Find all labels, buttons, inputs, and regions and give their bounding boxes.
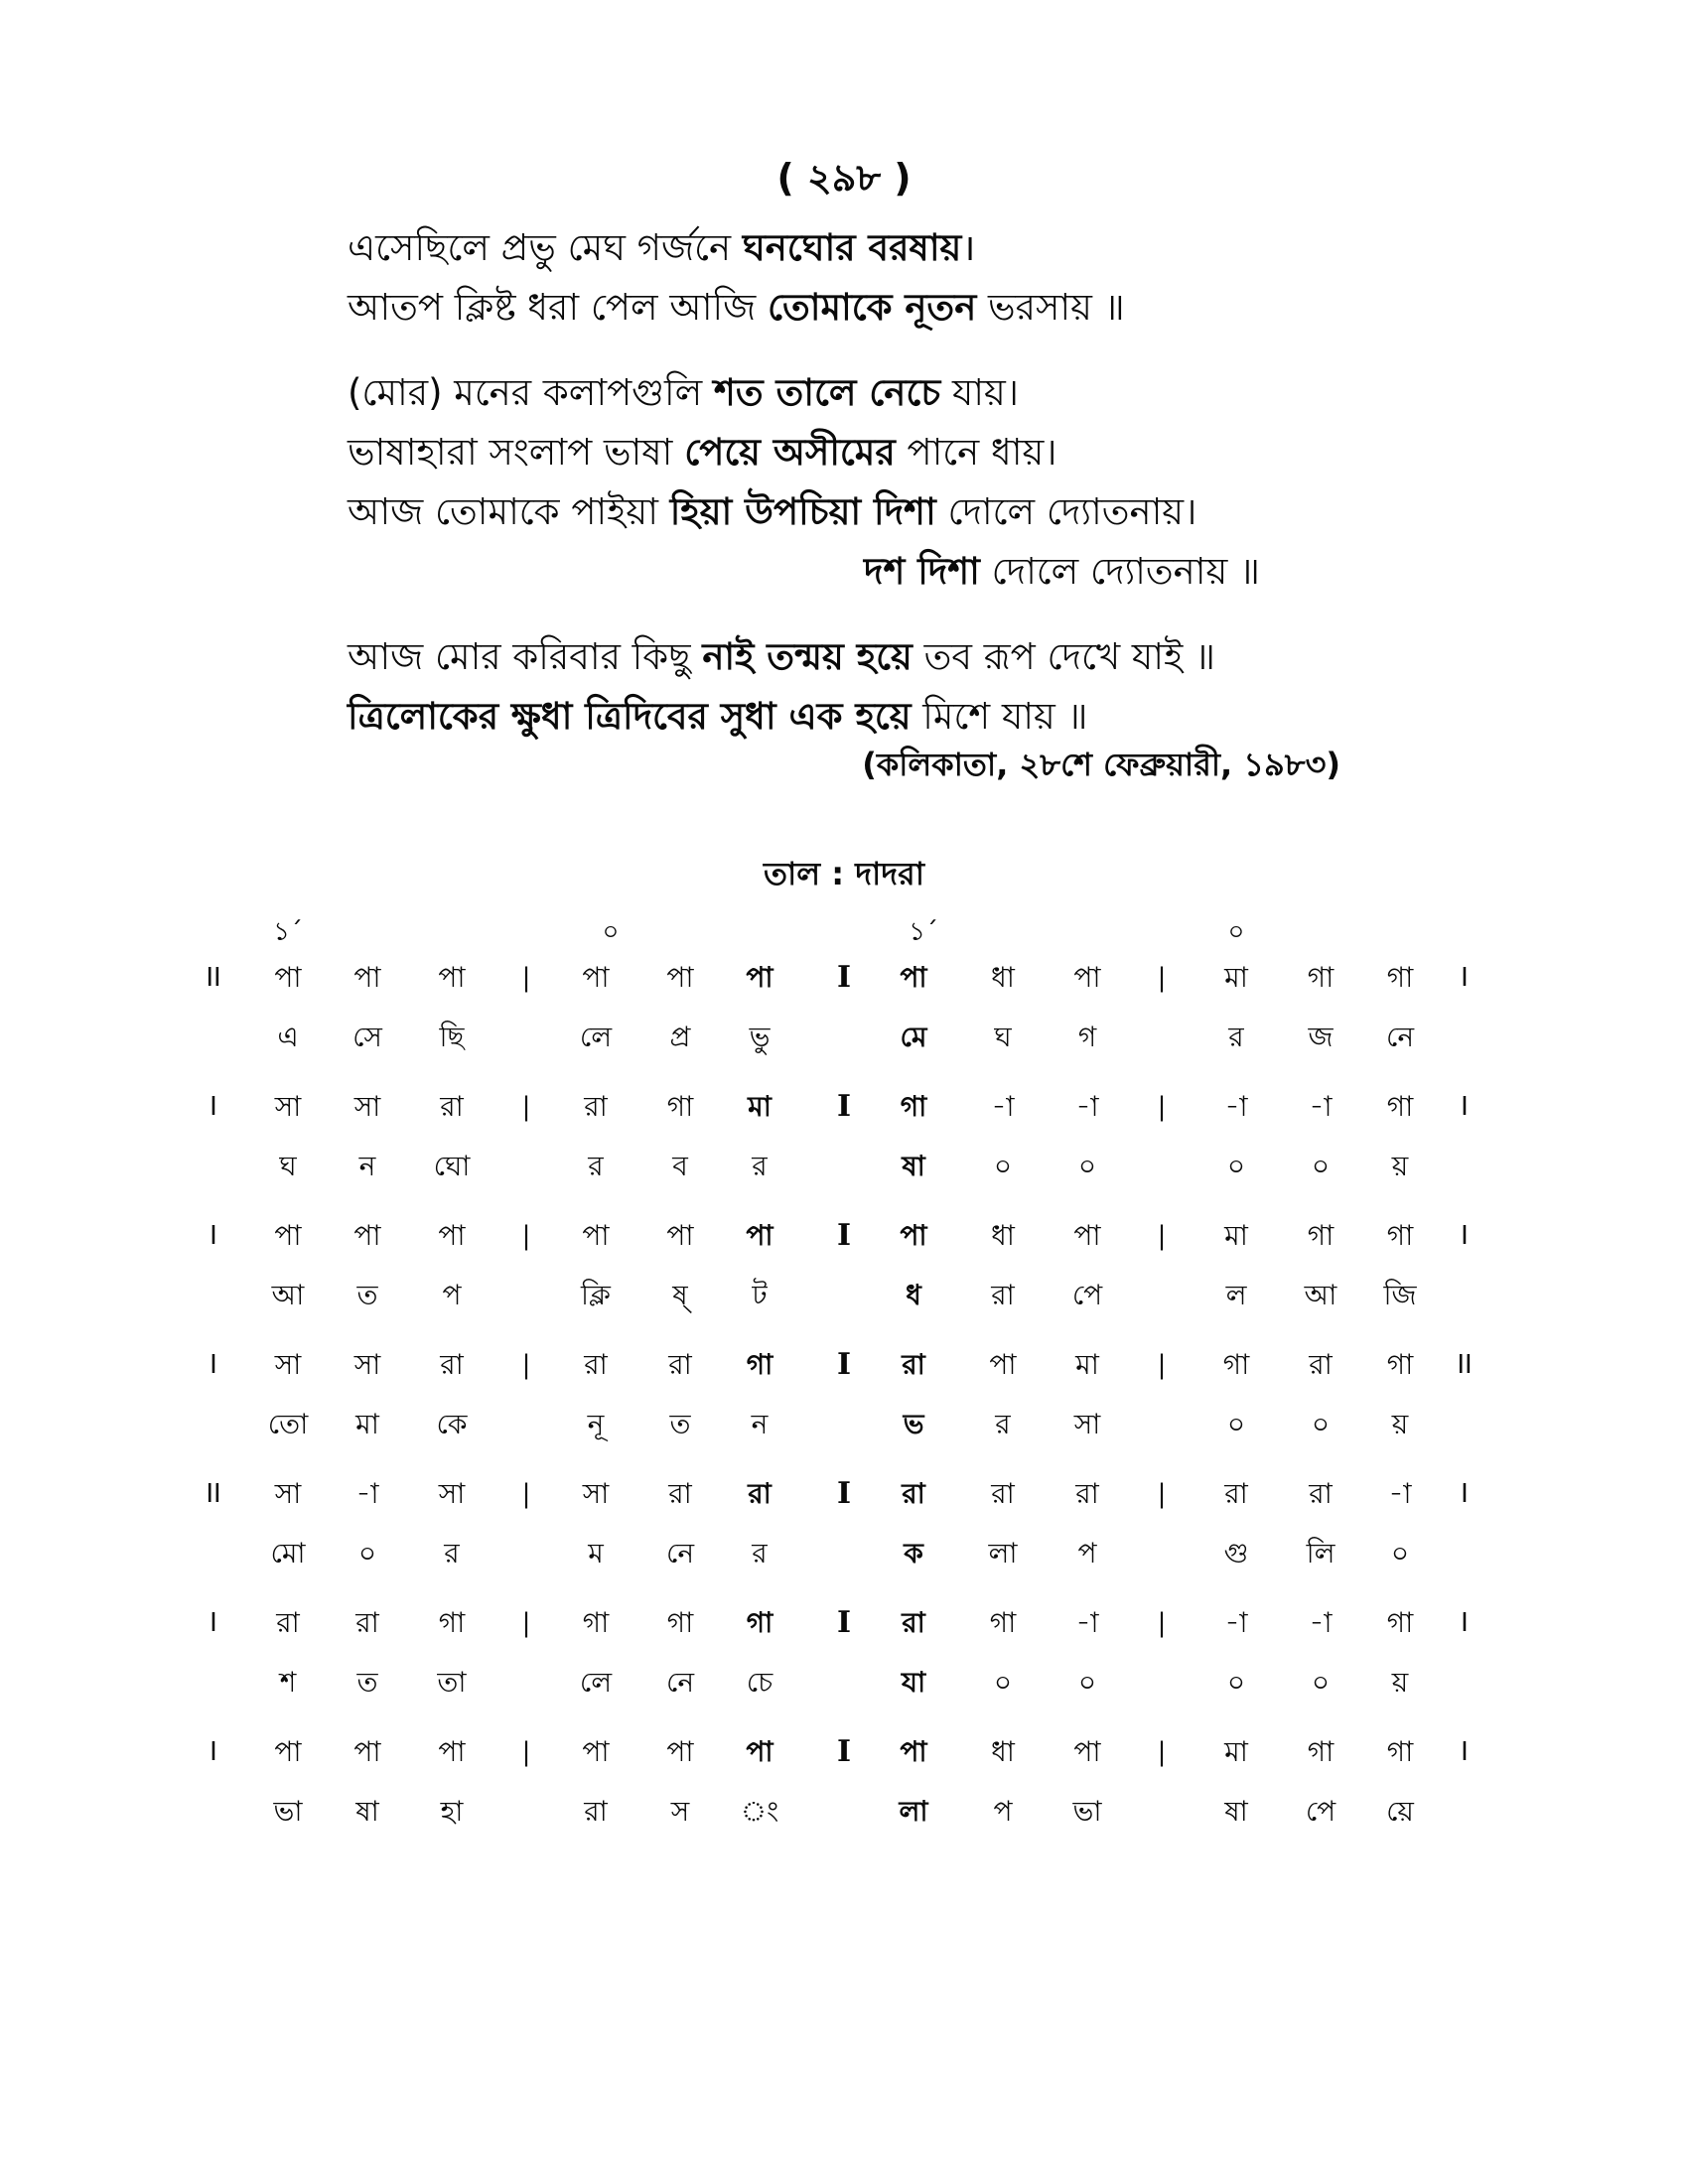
note-cell: সা	[274, 1348, 302, 1381]
lyric-cell: মে	[900, 1021, 927, 1053]
bar-line-close: I	[1461, 1608, 1469, 1638]
lyric-cell: ০	[1311, 1150, 1331, 1182]
bar-line: |	[1157, 1092, 1167, 1122]
note-cell: রা	[1309, 1477, 1333, 1510]
bar-line: |	[521, 963, 531, 993]
beat-mark: ১´	[909, 917, 938, 947]
lyric-cell: সা	[1073, 1408, 1101, 1440]
bar-line-open: I	[210, 1350, 217, 1380]
lyric-cell: ০	[1311, 1666, 1331, 1699]
beat-mark: ০	[1227, 917, 1245, 947]
bar-line-major: I	[836, 1605, 852, 1640]
poem-text-segment: আজ তোমাকে পাইয়া	[348, 490, 670, 533]
lyric-cell: র	[1228, 1021, 1244, 1053]
dateline: (কলিকাতা, ২৮শে ফেব্রুয়ারী, ১৯৮৩)	[862, 746, 1340, 783]
note-cell: গা	[438, 1606, 466, 1639]
lyric-cell: ঘো	[433, 1150, 471, 1182]
lyric-cell: ন	[751, 1408, 769, 1440]
note-cell: পা	[353, 1219, 381, 1252]
note-cell: রা	[668, 1348, 692, 1381]
note-cell: গা	[989, 1606, 1017, 1639]
note-cell: রা	[1075, 1477, 1099, 1510]
note-cell: পা	[1073, 961, 1101, 994]
lyric-cell: ল	[1225, 1279, 1247, 1311]
note-cell: মা	[748, 1090, 772, 1123]
lyric-cell: লি	[1306, 1537, 1336, 1570]
bar-line-open: I	[210, 1737, 217, 1767]
bar-line: |	[521, 1092, 531, 1122]
note-cell: পা	[582, 1219, 610, 1252]
lyric-cell: ঘ	[994, 1021, 1012, 1053]
bar-line-close: I	[1461, 963, 1469, 993]
bar-line: |	[521, 1350, 531, 1380]
lyric-cell: পে	[1071, 1279, 1103, 1311]
lyric-cell: লে	[579, 1666, 613, 1699]
poem-text-segment: দশ দিশা	[864, 550, 980, 593]
bar-line-open: I	[210, 1608, 217, 1638]
lyric-cell: গু	[1223, 1537, 1249, 1570]
note-cell: রা	[1224, 1477, 1248, 1510]
bar-line-close: II	[1457, 1350, 1473, 1380]
lyric-cell: র	[752, 1150, 768, 1182]
note-cell: রা	[584, 1348, 608, 1381]
lyric-cell: নে	[1385, 1021, 1415, 1053]
poem-text-segment: এসেছিলে প্রভু মেঘ গর্জনে	[348, 226, 743, 269]
note-cell: পা	[1073, 1219, 1101, 1252]
note-cell: -া	[1224, 1606, 1248, 1639]
lyric-cell: জি	[1383, 1279, 1417, 1311]
note-cell: পা	[746, 1219, 774, 1252]
lyric-cell: য়	[1391, 1150, 1409, 1182]
lyric-cell: ০	[1226, 1666, 1246, 1699]
beat-mark: ১´	[273, 917, 303, 947]
beat-mark: ০	[602, 917, 620, 947]
poem-text-segment: দোলে দ্যোতনায়।	[935, 490, 1197, 533]
lyric-cell: পে	[1305, 1795, 1336, 1828]
lyric-cell: ক্লি	[581, 1279, 611, 1311]
note-cell: গা	[1307, 1735, 1335, 1768]
note-cell: রা	[902, 1348, 925, 1381]
lyric-cell: র	[588, 1150, 604, 1182]
note-cell: রা	[355, 1606, 379, 1639]
lyric-cell: ঘ	[279, 1150, 297, 1182]
note-cell: গা	[746, 1348, 774, 1381]
bar-line-major: I	[836, 1347, 852, 1382]
lyric-cell: লে	[579, 1021, 613, 1053]
lyric-cell: তো	[267, 1408, 309, 1440]
poem-text-segment: আজ মোর করিবার কিছু	[348, 635, 703, 678]
poem-text-segment: দোলে দ্যোতনায় ॥	[979, 550, 1260, 593]
bar-line-close: I	[1461, 1092, 1469, 1122]
poem-text-segment: ঘনঘোর বরষায়	[742, 226, 962, 269]
lyric-cell: নে	[665, 1666, 695, 1699]
poem-text-segment: ভরসায় ॥	[976, 286, 1125, 329]
note-cell: রা	[991, 1477, 1015, 1510]
note-cell: পা	[353, 961, 381, 994]
lyric-cell: ০	[1077, 1666, 1097, 1699]
bar-line: |	[521, 1221, 531, 1251]
lyric-cell: ছি	[439, 1021, 465, 1053]
poem-text-segment: ভাষাহারা সংলাপ ভাষা	[348, 431, 685, 474]
note-cell: গা	[1386, 1735, 1414, 1768]
note-cell: -া	[1309, 1606, 1333, 1639]
lyric-cell: ০	[993, 1150, 1013, 1182]
lyric-cell: ভা	[273, 1795, 303, 1828]
bar-line: |	[521, 1608, 531, 1638]
lyric-cell: ধ	[906, 1279, 921, 1311]
note-cell: পা	[746, 961, 774, 994]
poem-text-segment: পেয়ে অসীমের	[684, 431, 896, 474]
bar-line: |	[1157, 1350, 1167, 1380]
lyric-cell: ষা	[1224, 1795, 1248, 1828]
bar-line-close: I	[1461, 1479, 1469, 1509]
note-cell: -া	[1388, 1477, 1412, 1510]
poem-text-segment: হিয়া উপচিয়া দিশা	[669, 490, 936, 533]
note-cell: -া	[991, 1090, 1015, 1123]
lyric-cell: চে	[746, 1666, 774, 1699]
lyric-cell: ত	[356, 1666, 378, 1699]
lyric-cell: নূ	[587, 1408, 605, 1440]
poem-text-segment: ত্রিলোকের ক্ষুধা ত্রিদিবের সুধা এক হয়ে	[348, 695, 912, 738]
bar-line-close: I	[1461, 1737, 1469, 1767]
note-cell: রা	[668, 1477, 692, 1510]
lyric-cell: ০	[357, 1537, 377, 1570]
lyric-cell: র	[752, 1537, 768, 1570]
lyric-cell: রা	[584, 1795, 608, 1828]
note-cell: সা	[274, 1090, 302, 1123]
note-cell: গা	[746, 1606, 774, 1639]
lyric-cell: র	[444, 1537, 460, 1570]
lyric-cell: লা	[899, 1795, 928, 1828]
lyric-cell: ০	[1311, 1408, 1331, 1440]
lyric-cell: সে	[352, 1021, 382, 1053]
poem-text-segment: তব রূপ দেখে যাই ॥	[912, 635, 1215, 678]
lyric-cell: গ	[1077, 1021, 1097, 1053]
note-cell: -া	[1309, 1090, 1333, 1123]
lyric-cell: য়	[1391, 1666, 1409, 1699]
lyric-cell: য়ে	[1386, 1795, 1414, 1828]
note-cell: গা	[1386, 1219, 1414, 1252]
poem-text-segment: নাই তন্ময় হয়ে	[702, 635, 913, 678]
note-cell: মা	[1224, 1219, 1248, 1252]
lyric-cell: ০	[1226, 1408, 1246, 1440]
note-cell: সা	[353, 1090, 381, 1123]
lyric-cell: ত	[356, 1279, 378, 1311]
note-cell: গা	[1386, 1348, 1414, 1381]
poem-text-segment: আতপ ক্লিষ্ট ধরা পেল আজি	[348, 286, 768, 329]
lyric-cell: প	[1077, 1537, 1097, 1570]
note-cell: সা	[438, 1477, 466, 1510]
note-cell: সা	[274, 1477, 302, 1510]
note-cell: গা	[900, 1090, 927, 1123]
bar-line-close: I	[1461, 1221, 1469, 1251]
lyric-cell: স	[670, 1795, 690, 1828]
lyric-cell: আ	[271, 1279, 305, 1311]
lyric-cell: ষ্	[672, 1279, 688, 1311]
note-cell: রা	[276, 1606, 300, 1639]
lyric-cell: ট	[752, 1279, 768, 1311]
poem-text-segment: শত তালে নেচে	[713, 371, 941, 414]
note-cell: পা	[666, 961, 694, 994]
bar-line: |	[1157, 1221, 1167, 1251]
lyric-cell: ০	[1390, 1537, 1410, 1570]
note-cell: পা	[438, 1219, 466, 1252]
note-cell: রা	[748, 1477, 772, 1510]
note-cell: পা	[989, 1348, 1017, 1381]
lyric-cell: ০	[993, 1666, 1013, 1699]
note-cell: গা	[666, 1606, 694, 1639]
note-cell: পা	[900, 961, 927, 994]
bar-line-major: I	[836, 1734, 852, 1769]
poem-text-segment: তোমাকে নূতন	[767, 286, 977, 329]
poem-text-segment: (মোর) মনের কলাপগুলি	[348, 371, 714, 414]
lyric-cell: প্র	[669, 1021, 691, 1053]
lyric-cell: ন	[358, 1150, 376, 1182]
lyric-cell: ং	[740, 1795, 779, 1828]
poem-text-segment: যায়।	[940, 371, 1020, 414]
lyric-cell: হা	[440, 1795, 464, 1828]
note-cell: গা	[1386, 1606, 1414, 1639]
note-cell: গা	[582, 1606, 610, 1639]
note-cell: পা	[438, 1735, 466, 1768]
note-cell: রা	[1309, 1348, 1333, 1381]
lyric-cell: প	[993, 1795, 1013, 1828]
bar-line: |	[1157, 963, 1167, 993]
note-cell: রা	[584, 1090, 608, 1123]
lyric-cell: লা	[988, 1537, 1018, 1570]
note-cell: গা	[1386, 961, 1414, 994]
lyric-cell: ত	[669, 1408, 691, 1440]
lyric-cell: ষা	[902, 1150, 925, 1182]
note-cell: গা	[1386, 1090, 1414, 1123]
lyric-cell: কে	[436, 1408, 468, 1440]
lyric-cell: ০	[1226, 1150, 1246, 1182]
bar-line-major: I	[836, 1476, 852, 1511]
note-cell: ধা	[991, 1219, 1015, 1252]
lyric-cell: জ	[1308, 1021, 1334, 1053]
note-cell: মা	[1224, 1735, 1248, 1768]
lyric-cell: এ	[277, 1021, 299, 1053]
lyric-cell: ক	[904, 1537, 923, 1570]
lyric-cell: ভু	[749, 1021, 771, 1053]
bar-line-major: I	[836, 1218, 852, 1253]
bar-line-open: I	[210, 1092, 217, 1122]
lyric-cell: মা	[355, 1408, 379, 1440]
bar-line: |	[1157, 1608, 1167, 1638]
lyric-cell: প	[442, 1279, 462, 1311]
note-cell: মা	[1224, 961, 1248, 994]
note-cell: সা	[353, 1348, 381, 1381]
note-cell: পা	[666, 1735, 694, 1768]
note-cell: ধা	[991, 961, 1015, 994]
note-cell: -া	[1224, 1090, 1248, 1123]
note-cell: গা	[666, 1090, 694, 1123]
note-cell: -া	[1075, 1606, 1099, 1639]
lyric-cell: রা	[991, 1279, 1015, 1311]
note-cell: -া	[1075, 1090, 1099, 1123]
note-cell: পা	[582, 1735, 610, 1768]
bar-line-open: II	[206, 1479, 221, 1509]
bar-line-major: I	[836, 960, 852, 995]
lyric-cell: ০	[1077, 1150, 1097, 1182]
lyric-cell: নে	[665, 1537, 695, 1570]
note-cell: রা	[440, 1090, 464, 1123]
note-cell: সা	[582, 1477, 610, 1510]
note-cell: পা	[274, 1735, 302, 1768]
note-cell: গা	[1307, 1219, 1335, 1252]
lyric-cell: যা	[901, 1666, 926, 1699]
note-cell: ধা	[991, 1735, 1015, 1768]
note-cell: রা	[440, 1348, 464, 1381]
lyric-cell: মো	[270, 1537, 306, 1570]
bar-line-open: I	[210, 1221, 217, 1251]
lyric-cell: শ	[279, 1666, 297, 1699]
note-cell: পা	[438, 961, 466, 994]
lyric-cell: র	[995, 1408, 1011, 1440]
note-cell: মা	[1075, 1348, 1099, 1381]
lyric-cell: ষা	[355, 1795, 379, 1828]
lyric-cell: আ	[1304, 1279, 1337, 1311]
note-cell: পা	[353, 1735, 381, 1768]
note-cell: পা	[900, 1735, 927, 1768]
bar-line-major: I	[836, 1089, 852, 1124]
note-cell: পা	[274, 1219, 302, 1252]
lyric-cell: তা	[437, 1666, 467, 1699]
lyric-cell: য়	[1391, 1408, 1409, 1440]
note-cell: রা	[902, 1606, 925, 1639]
tala-heading: তাল : দাদরা	[764, 855, 924, 892]
page-number: ( ২৯৮ )	[776, 156, 912, 200]
poem-text-segment: মিশে যায় ॥	[911, 695, 1088, 738]
note-cell: পা	[1073, 1735, 1101, 1768]
poem-text-segment: পানে ধায়।	[895, 431, 1057, 474]
bar-line: |	[521, 1737, 531, 1767]
note-cell: পা	[746, 1735, 774, 1768]
note-cell: -া	[355, 1477, 379, 1510]
note-cell: রা	[902, 1477, 925, 1510]
bar-line: |	[1157, 1479, 1167, 1509]
note-cell: পা	[666, 1219, 694, 1252]
lyric-cell: ভ	[903, 1408, 924, 1440]
lyric-cell: ব	[672, 1150, 688, 1182]
bar-line-open: II	[206, 963, 221, 993]
note-cell: পা	[900, 1219, 927, 1252]
lyric-cell: ভা	[1072, 1795, 1102, 1828]
poem-text-segment: ।	[961, 226, 976, 269]
bar-line: |	[521, 1479, 531, 1509]
lyric-cell: ম	[588, 1537, 604, 1570]
note-cell: গা	[1307, 961, 1335, 994]
note-cell: পা	[582, 961, 610, 994]
note-cell: পা	[274, 961, 302, 994]
bar-line: |	[1157, 1737, 1167, 1767]
note-cell: গা	[1222, 1348, 1250, 1381]
